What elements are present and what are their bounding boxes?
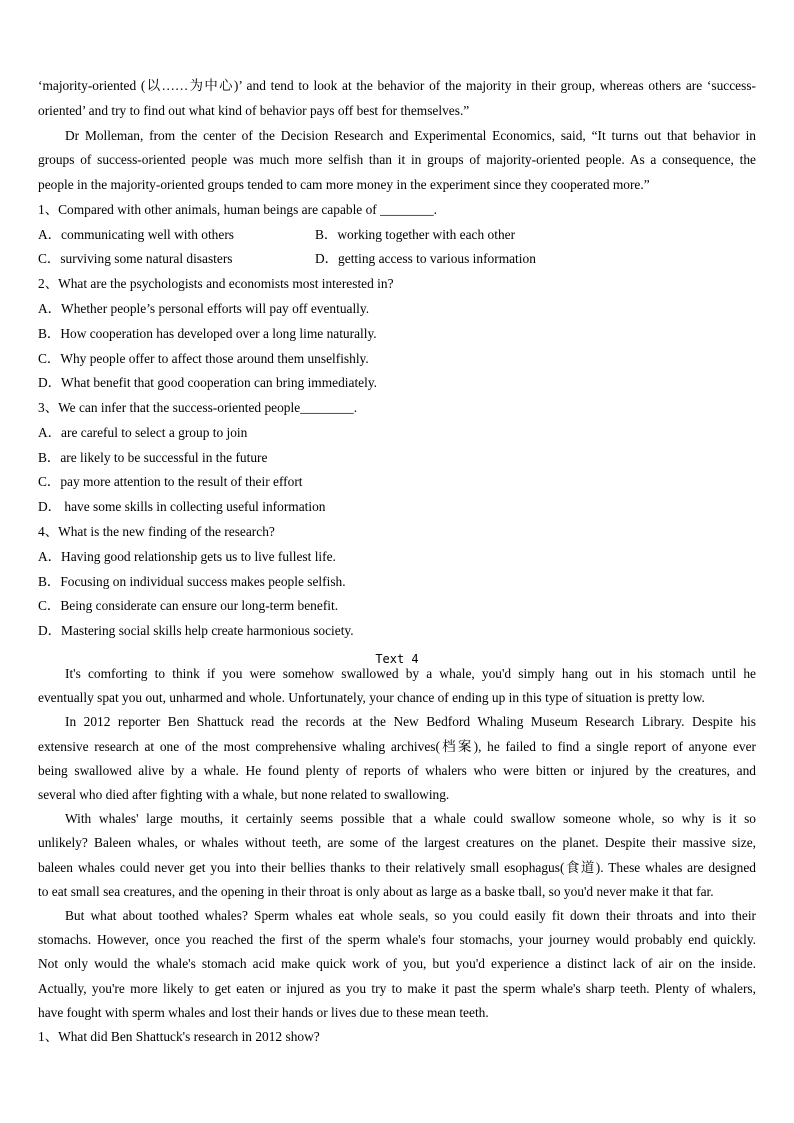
paragraph-line: With whales' large mouths, it certainly seems possible that a whale could swallow someone whole, so why is it so [65, 811, 756, 826]
paragraph-line: Not only would the whale's stomach acid make quick work of you, but you'd experience a distinct lack of air on the inside. [38, 956, 756, 971]
option-row [38, 226, 756, 244]
option: B．are likely to be successful in the future [38, 450, 268, 465]
option: D．getting access to various information [315, 251, 536, 266]
paragraph-line: have fought with sperm whales and lost their hands or lives due to these mean teeth. [38, 1005, 489, 1020]
option: A．Having good relationship gets us to live fullest life. [38, 549, 336, 564]
paragraph-line: Actually, you're more likely to get eaten or injured as you try to make it past the sperm whale's sharp teeth. Plenty of whalers, [38, 981, 756, 996]
option: C．pay more attention to the result of their effort [38, 474, 303, 489]
paragraph-line: baleen whales could never get you into their bellies thanks to their relatively small esophagus(食道). These whales are designed [38, 860, 756, 875]
option: B．How cooperation has developed over a long lime naturally. [38, 326, 377, 341]
paragraph-line: ‘majority-oriented (以……为中心)’ and tend to look at the behavior of the majority in their group, whereas others are ‘success- [38, 78, 756, 93]
question-stem: 1、Compared with other animals, human beings are capable of ________. [38, 202, 438, 217]
paragraph-line: to eat small sea creatures, and the opening in their throat is only about as large as a baske tball, so you'd never make it that far. [38, 884, 714, 899]
paragraph-line: several who died after fighting with a whale, but none related to swallowing. [38, 787, 450, 802]
paragraph-line: In 2012 reporter Ben Shattuck read the records at the New Bedford Whaling Museum Research Library. Despite his [65, 714, 756, 729]
option: D．What benefit that good cooperation can bring immediately. [38, 375, 377, 390]
option: A．Whether people’s personal efforts will pay off eventually. [38, 301, 370, 316]
paragraph-line: But what about toothed whales? Sperm whales eat whole seals, so you could easily fit down their throats and into their [65, 908, 756, 923]
paragraph-line: unlikely? Baleen whales, or whales without teeth, are some of the largest creatures on the planet. Despite their massive size, [38, 835, 756, 850]
question-stem: 1、What did Ben Shattuck's research in 2012 show? [38, 1029, 320, 1044]
paragraph-line: Dr Molleman, from the center of the Decision Research and Experimental Economics, said, “It turns out that behavior in [65, 128, 756, 143]
paragraph-line: eventually spat you out, unharmed and whole. Unfortunately, your chance of ending up in this type of situation is pretty low. [38, 690, 705, 705]
option-row [38, 250, 756, 268]
question-stem: 3、We can infer that the success-oriented people________. [38, 400, 358, 415]
question-stem: 4、What is the new finding of the research? [38, 524, 275, 539]
option: B．Focusing on individual success makes people selfish. [38, 574, 346, 589]
paragraph-line: being swallowed alive by a whale. He found plenty of reports of whalers who were bitten or injured by the creatures, and [38, 763, 756, 778]
option: A．communicating well with others [38, 227, 234, 242]
option: D．Mastering social skills help create harmonious society. [38, 623, 354, 638]
paragraph-line: groups of success-oriented people was much more selfish than it in groups of majority-oriented people. As a consequence, the [38, 152, 756, 167]
paragraph-line: people in the majority-oriented groups tended to cam more money in the experiment since they cooperated more.” [38, 177, 650, 192]
paragraph-line: It's comforting to think if you were somehow swallowed by a whale, you'd simply hang out in his stomach until he [65, 666, 756, 681]
paragraph-line: extensive research at one of the most comprehensive whaling archives(档案), he failed to find a single report of anyone ever [38, 739, 756, 754]
option: C．surviving some natural disasters [38, 251, 233, 266]
option: D． have some skills in collecting useful information [38, 499, 326, 514]
section-title: Text 4 [375, 652, 419, 666]
option: A．are careful to select a group to join [38, 425, 248, 440]
option: C．Why people offer to affect those around them unselfishly. [38, 351, 369, 366]
question-stem: 2、What are the psychologists and economists most interested in? [38, 276, 394, 291]
option: C．Being considerate can ensure our long-term benefit. [38, 598, 339, 613]
paragraph-line: oriented’ and try to find out what kind of behavior pays off best for themselves.” [38, 103, 470, 118]
option: B．working together with each other [315, 227, 516, 242]
paragraph-line: stomachs. However, once you reached the first of the sperm whale's four stomachs, your journey would probably end quickly. [38, 932, 756, 947]
